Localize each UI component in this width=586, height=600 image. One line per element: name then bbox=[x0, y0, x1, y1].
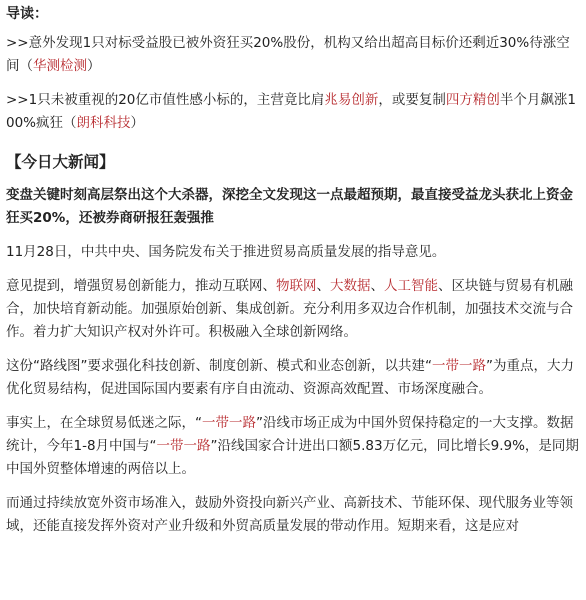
guide-item-2-tail: ） bbox=[130, 115, 145, 131]
article-paragraph-2 bbox=[6, 275, 580, 344]
article-paragraph-5: 而通过持续放宽外资市场准入，鼓励外资投向新兴产业、高新技术、节能环保、现代服务业等领域，还能直接发挥外资对产业升级和外贸高质量发展的带动作用。短期来看，这是应对 bbox=[6, 495, 573, 534]
stock-link-huace[interactable]: 华测检测 bbox=[33, 58, 87, 74]
para4-text-2: ”沿线市场正成为中国外贸保持稳定的一大支撑。数据统计，今年1-8月中国与“ bbox=[6, 415, 574, 454]
guide-item-1-text: >>意外发现1只对标受益股已被外资狂买20%股份，机构又给出超高目标价还剩近30%待涨空间（ bbox=[6, 35, 570, 74]
keyword-link-ai[interactable]: 人工智能 bbox=[384, 278, 438, 294]
guide-item-2-text-2: ，或要复制 bbox=[378, 92, 446, 108]
article-headline: 变盘关键时刻高层祭出这个大杀器，深挖全文发现这一点最超预期，最直接受益龙头获北上资金狂买20%，还被券商研报狂轰强推 bbox=[6, 187, 573, 226]
para2-text-3: 、 bbox=[370, 278, 384, 294]
para2-text-2: 、 bbox=[316, 278, 330, 294]
guide-item-2 bbox=[6, 89, 580, 135]
keyword-link-belt-road[interactable]: 一带一路 bbox=[202, 415, 256, 431]
stock-link-zhaoyi[interactable]: 兆易创新 bbox=[324, 92, 379, 108]
guide-item-1 bbox=[6, 32, 580, 78]
guide-title: 导读： bbox=[6, 6, 48, 22]
para4-text-1: 事实上，在全球贸易低迷之际，“ bbox=[6, 415, 202, 431]
article-paragraph-3 bbox=[6, 355, 580, 401]
para4-text-3: ”沿线国家合计进出口额5.83万亿元，同比增长9.9%，是同期中国外贸整体增速的两倍以上。 bbox=[6, 438, 579, 477]
keyword-link-iot[interactable]: 物联网 bbox=[276, 278, 317, 294]
stock-link-langke[interactable]: 朗科科技 bbox=[76, 115, 131, 131]
guide-item-2-text-1: >>1只未被重视的20亿市值性感小标的，主营竟比肩 bbox=[6, 92, 325, 108]
keyword-link-belt-road[interactable]: 一带一路 bbox=[431, 358, 486, 374]
para3-text-1: 这份“路线图”要求强化科技创新、制度创新、模式和业态创新，以共建“ bbox=[6, 358, 432, 374]
para2-text-1: 意见提到，增强贸易创新能力，推动互联网、 bbox=[6, 278, 276, 294]
guide-item-2-text-3: 半个月飙涨100%疯狂（ bbox=[6, 92, 576, 131]
keyword-link-belt-road[interactable]: 一带一路 bbox=[156, 438, 211, 454]
article-paragraph-1: 11月28日，中共中央、国务院发布关于推进贸易高质量发展的指导意见。 bbox=[6, 244, 446, 260]
stock-link-sifang[interactable]: 四方精创 bbox=[445, 92, 500, 108]
para2-text-4: 、区块链与贸易有机融合，加快培育新动能。加强原始创新、集成创新。充分利用多双边合作机制，加强技术交流与合作。着力扩大知识产权对外许可。积极融入全球创新网络。 bbox=[6, 278, 573, 340]
news-section-title: 【今日大新闻】 bbox=[6, 153, 115, 171]
keyword-link-bigdata[interactable]: 大数据 bbox=[330, 278, 371, 294]
para3-text-2: ”为重点，大力优化贸易结构，促进国际国内要素有序自由流动、资源高效配置、市场深度融合。 bbox=[6, 358, 574, 397]
guide-item-1-tail: ） bbox=[87, 58, 101, 74]
article-paragraph-4 bbox=[6, 412, 580, 481]
